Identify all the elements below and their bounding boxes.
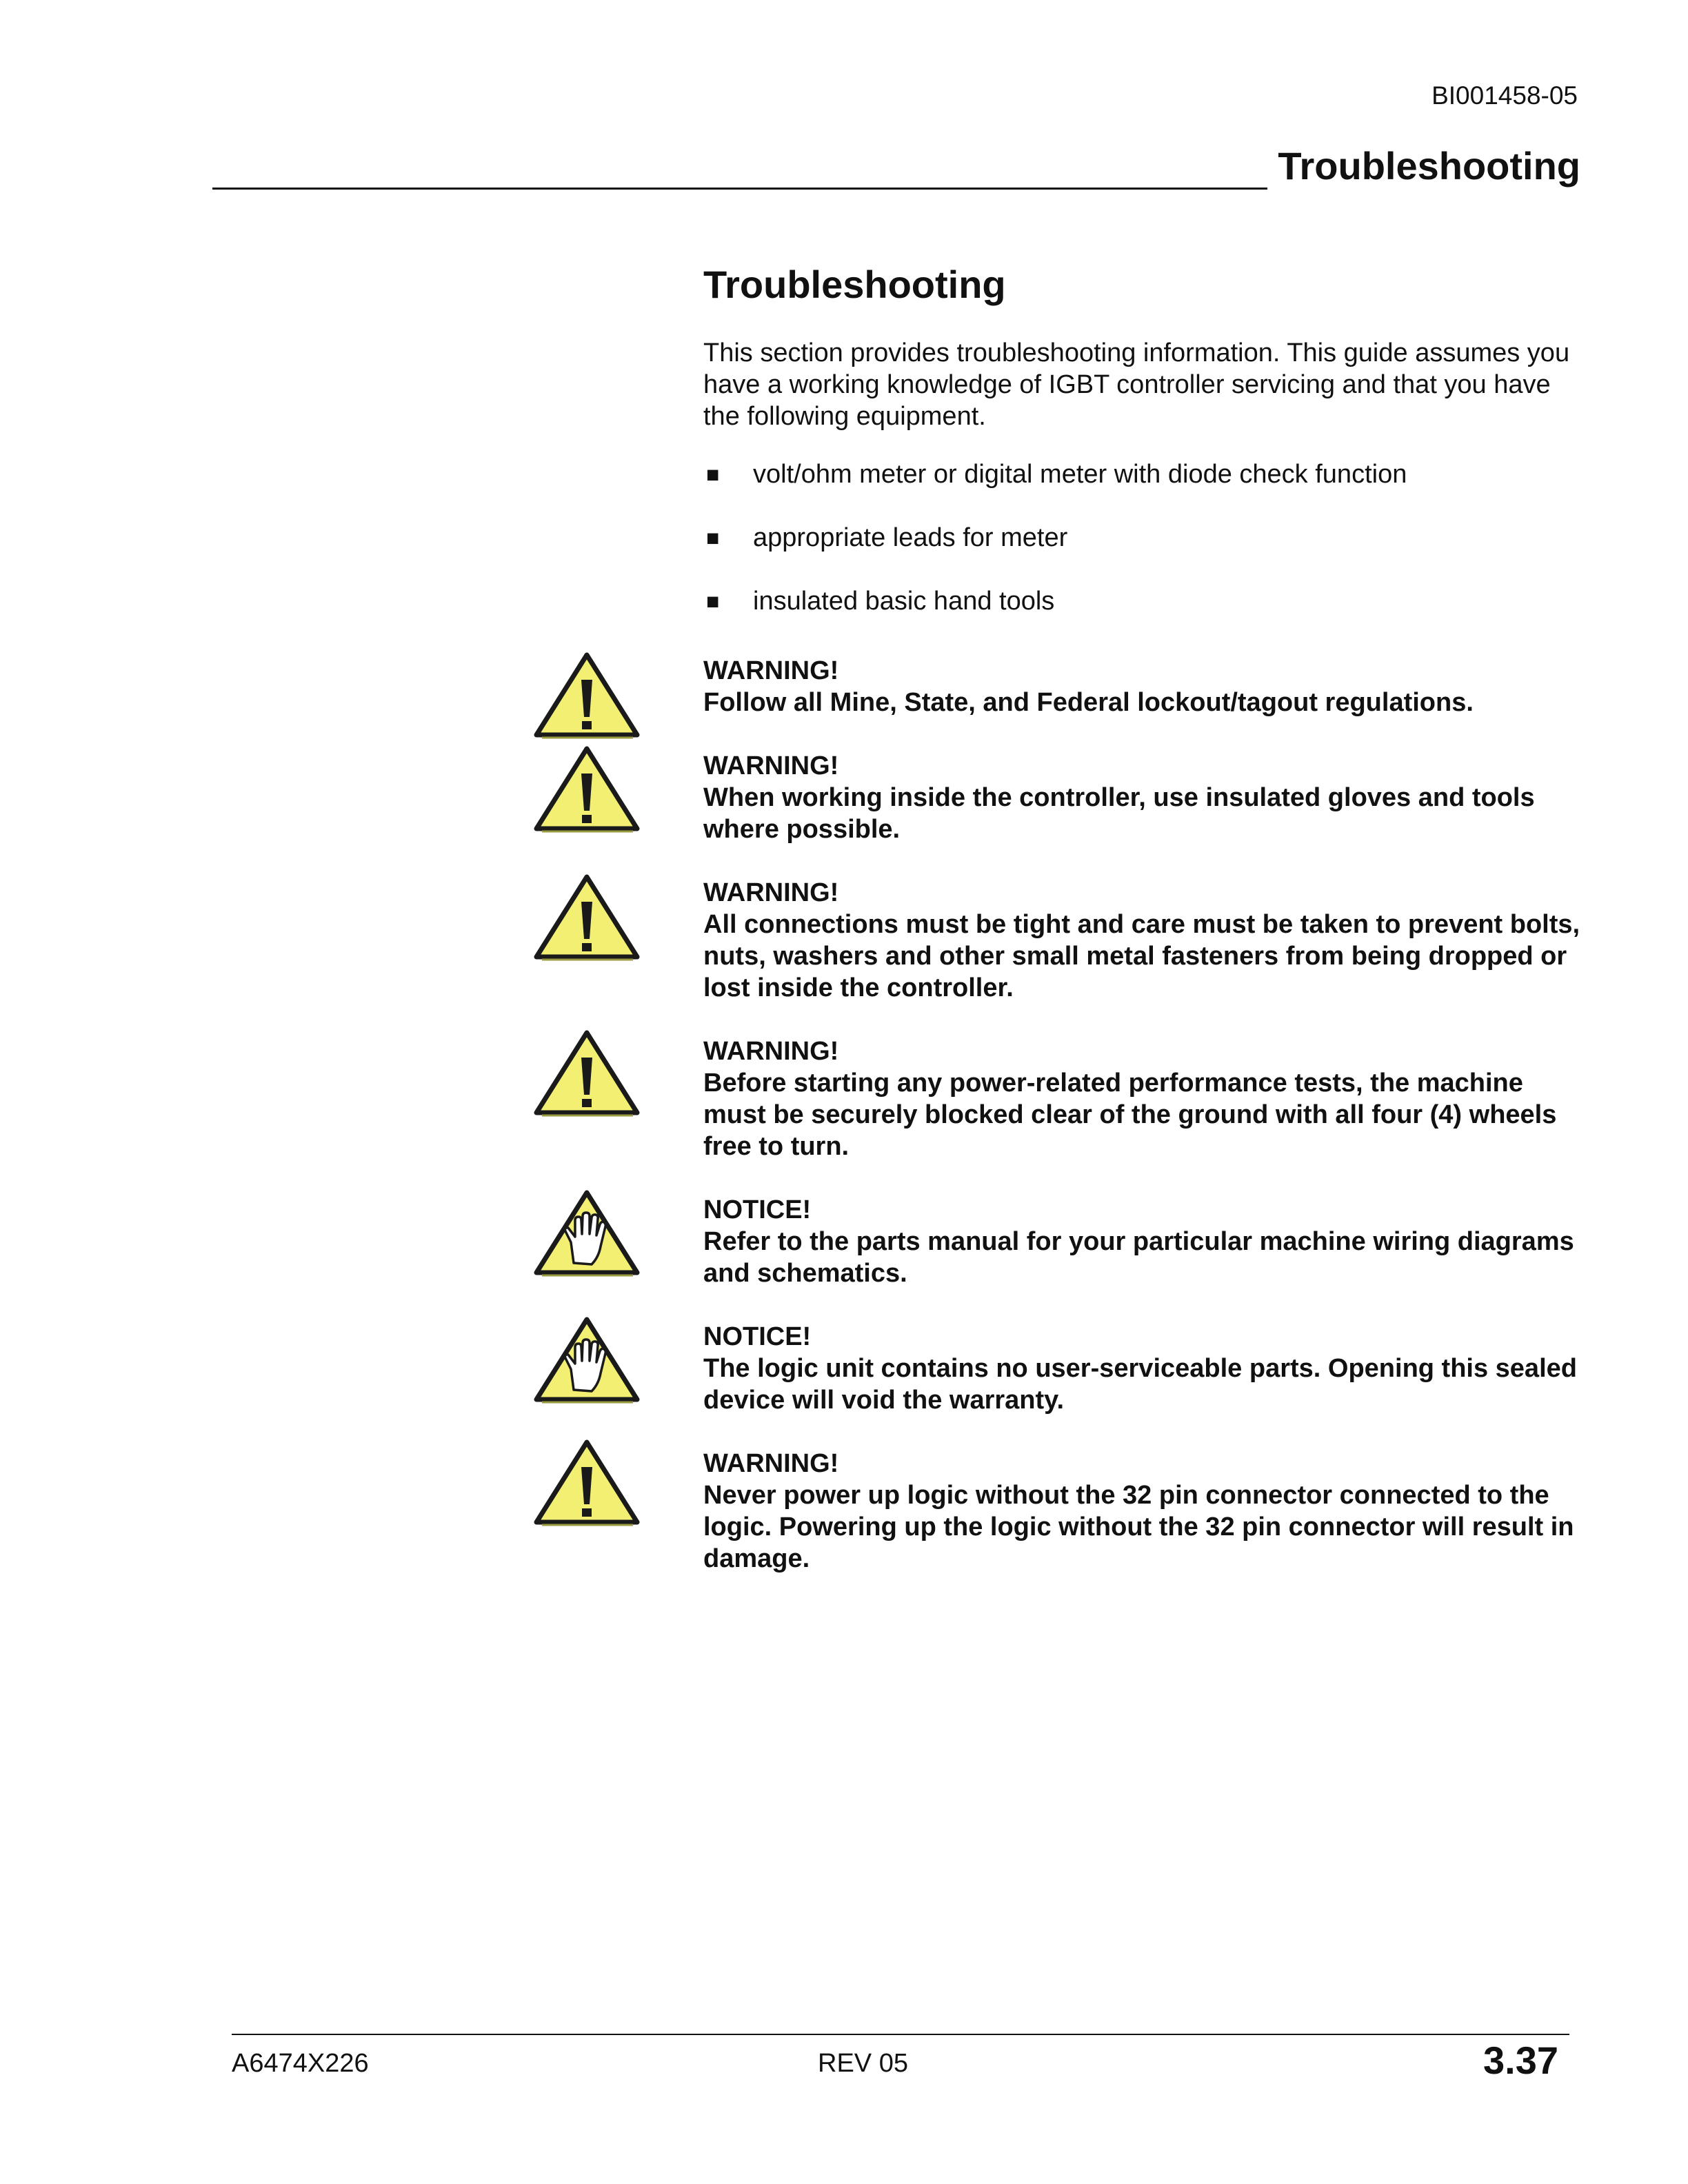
warning-exclamation-icon [532, 873, 641, 962]
warning-exclamation-icon [532, 1438, 641, 1528]
square-bullet-icon: ■ [706, 525, 720, 550]
warning-notice [703, 655, 1593, 718]
safety-notices [703, 655, 1593, 1606]
intro-paragraph: This section provides troubleshooting information. This guide assumes you have a working knowledge of IGBT controller servicing and that you have the following equipment. [703, 338, 1570, 431]
warning-exclamation-icon [532, 651, 641, 740]
list-item [703, 522, 1579, 554]
warning-notice [703, 1035, 1593, 1162]
notice-text: Refer to the parts manual for your particular machine wiring diagrams and schematics. [703, 1227, 1574, 1288]
footer-revision: REV 05 [818, 2049, 908, 2078]
list-item-text: volt/ohm meter or digital meter with diode check function [753, 460, 1407, 489]
notice-label: WARNING! [703, 1037, 839, 1066]
document-id: BI001458-05 [1431, 81, 1578, 110]
notice-text: When working inside the controller, use insulated gloves and tools where possible. [703, 783, 1535, 844]
notice-text: The logic unit contains no user-serviceable parts. Opening this sealed device will void the warranty. [703, 1354, 1577, 1415]
notice-label: WARNING! [703, 751, 839, 780]
notice-text: Never power up logic without the 32 pin connector connected to the logic. Powering up the logic without the 32 pin connector will result in damage. [703, 1481, 1574, 1573]
notice-label: NOTICE! [703, 1322, 812, 1351]
footer-part-number: A6474X226 [232, 2049, 369, 2078]
page-heading: Troubleshooting [703, 263, 1006, 306]
list-item [703, 585, 1579, 617]
notice-hand-icon [532, 1315, 641, 1405]
list-item-text: insulated basic hand tools [753, 587, 1055, 616]
section-title: Troubleshooting [1278, 144, 1580, 188]
warning-notice [703, 877, 1593, 1004]
page-number: 3.37 [1483, 2039, 1558, 2082]
notice-label: NOTICE! [703, 1195, 812, 1224]
notice-notice [703, 1321, 1593, 1416]
main-content [703, 262, 1579, 649]
notice-notice [703, 1194, 1593, 1289]
notice-label: WARNING! [703, 656, 839, 685]
list-item-text: appropriate leads for meter [753, 523, 1068, 552]
equipment-list [703, 458, 1579, 617]
footer-rule [232, 2034, 1569, 2035]
notice-text: All connections must be tight and care must be taken to prevent bolts, nuts, washers and other small metal fasteners from being dropped or lost inside the controller. [703, 910, 1580, 1002]
warning-notice [703, 750, 1593, 845]
warning-notice [703, 1448, 1593, 1575]
notice-label: WARNING! [703, 1449, 839, 1478]
notice-label: WARNING! [703, 878, 839, 907]
notice-text: Before starting any power-related performance tests, the machine must be securely blocked clear of the ground with all four (4) wheels free to turn. [703, 1069, 1557, 1161]
warning-exclamation-icon [532, 745, 641, 834]
warning-exclamation-icon [532, 1029, 641, 1118]
header-rule [212, 188, 1267, 190]
list-item [703, 458, 1579, 490]
notice-text: Follow all Mine, State, and Federal lockout/tagout regulations. [703, 688, 1474, 717]
square-bullet-icon: ■ [706, 589, 720, 614]
square-bullet-icon: ■ [706, 462, 720, 487]
notice-hand-icon [532, 1189, 641, 1278]
